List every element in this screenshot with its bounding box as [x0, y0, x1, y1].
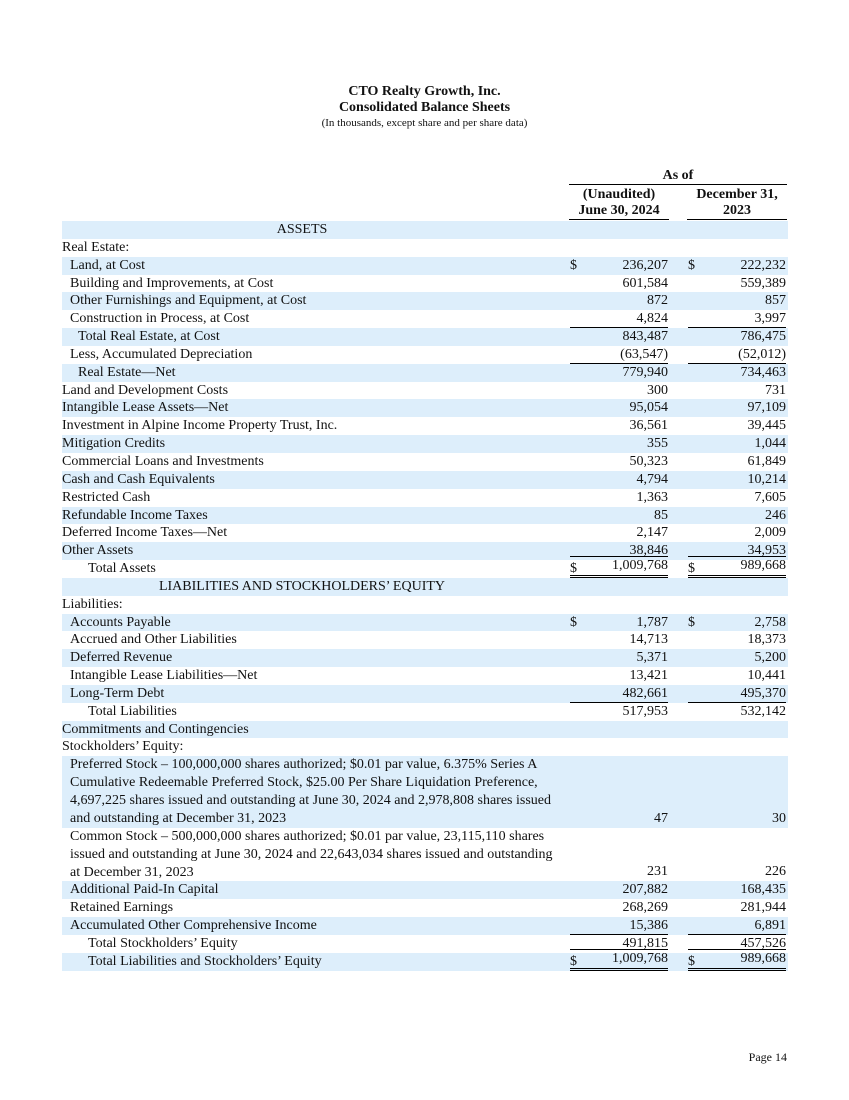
row-label: Less, Accumulated Depreciation — [70, 346, 253, 362]
value-june-2024: 779,940 — [570, 363, 668, 382]
value-dec-2023: 7,605 — [754, 489, 786, 505]
table-row — [62, 828, 788, 882]
value-dec-2023: 226 — [765, 864, 786, 880]
value-dec-2023: 495,370 — [740, 685, 786, 701]
value-dec-2023: 734,463 — [688, 363, 786, 382]
value-dec-2023: 2,758 — [754, 614, 786, 630]
row-label: Real Estate: — [62, 239, 130, 255]
column-header-june-2024-line2: June 30, 2024 — [569, 203, 669, 220]
value-june-2024: 38,846 — [629, 543, 668, 559]
row-label: Liabilities: — [62, 596, 123, 612]
row-label: Land, at Cost — [70, 257, 146, 273]
table-row — [62, 471, 788, 489]
table-row — [62, 596, 788, 614]
balance-sheet-table — [62, 221, 788, 971]
column-header-dec-2023 — [687, 187, 787, 220]
value-dec-2023: 10,441 — [747, 668, 786, 684]
row-label: Long-Term Debt — [70, 685, 165, 701]
value-june-2024: 872 — [647, 293, 668, 309]
value-june-2024: 4,824 — [636, 311, 668, 327]
row-label: Total Assets — [88, 561, 156, 577]
dollar-sign: $ — [688, 614, 695, 630]
value-dec-2023: 30 — [772, 810, 786, 826]
value-june-2024: 517,953 — [570, 702, 668, 721]
row-label: Total Real Estate, at Cost — [78, 329, 220, 345]
row-label: ASSETS — [276, 222, 328, 237]
row-label: Retained Earnings — [70, 900, 174, 916]
value-june-2024: 355 — [647, 436, 668, 452]
row-label: Additional Paid-In Capital — [70, 882, 219, 898]
value-dec-2023: 989,668 — [688, 556, 786, 578]
table-row — [62, 257, 788, 275]
value-dec-2023: 857 — [765, 293, 786, 309]
dollar-sign: $ — [570, 561, 577, 577]
column-header-june-2024 — [569, 187, 669, 220]
value-june-2024: 231 — [647, 864, 668, 880]
table-row — [62, 542, 788, 560]
value-june-2024: 491,815 — [570, 934, 668, 953]
value-june-2024: 482,661 — [622, 685, 668, 701]
table-row — [62, 328, 788, 346]
dollar-sign: $ — [570, 257, 577, 273]
table-row — [62, 721, 788, 739]
row-label: Building and Improvements, at Cost — [70, 275, 274, 291]
row-label: Other Assets — [62, 543, 134, 559]
row-label: Commercial Loans and Investments — [62, 453, 264, 469]
value-june-2024: 13,421 — [629, 668, 668, 684]
value-june-2024: 2,147 — [636, 525, 668, 541]
value-june-2024: 1,009,768 — [570, 949, 668, 971]
value-june-2024: 1,787 — [636, 614, 668, 630]
row-label: Deferred Revenue — [70, 650, 173, 666]
value-dec-2023: 559,389 — [740, 275, 786, 291]
row-label: Intangible Lease Assets—Net — [62, 400, 229, 416]
row-label: Other Furnishings and Equipment, at Cost — [70, 293, 307, 309]
row-label: Cash and Cash Equivalents — [62, 471, 215, 487]
table-row — [62, 950, 788, 971]
section-header-row — [62, 578, 788, 596]
row-label: Preferred Stock – 100,000,000 shares authorized; $0.01 par value, 6.375% Series A Cumulative Redeemable Preferred Stock, $25.00 Per Share Liquidation Preference, 4,697,225 shares issued and outstanding at June 30, 2024 and 2,978,808 shares issued and outstanding at December 31, 2023 — [70, 757, 551, 826]
table-row — [62, 899, 788, 917]
table-row — [62, 667, 788, 685]
value-june-2024: 5,371 — [636, 650, 668, 666]
value-dec-2023: 222,232 — [740, 257, 786, 273]
value-june-2024: 47 — [654, 810, 668, 826]
section-header-row — [62, 221, 788, 239]
table-row — [62, 560, 788, 578]
row-label: Accumulated Other Comprehensive Income — [70, 918, 317, 933]
table-row — [62, 614, 788, 632]
row-label: Commitments and Contingencies — [62, 721, 249, 737]
value-dec-2023: (52,012) — [738, 346, 786, 362]
row-label: Land and Development Costs — [62, 382, 229, 398]
table-row — [62, 703, 788, 721]
as-of-header: As of — [569, 168, 787, 185]
value-dec-2023: 989,668 — [688, 949, 786, 971]
table-row — [62, 917, 788, 935]
value-dec-2023: 18,373 — [747, 632, 786, 648]
table-row — [62, 399, 788, 417]
column-header-dec-2023-line2: 2023 — [687, 203, 787, 220]
table-row — [62, 346, 788, 364]
value-june-2024: 36,561 — [629, 418, 668, 434]
row-label: Investment in Alpine Income Property Trust, Inc. — [62, 418, 338, 434]
value-dec-2023: 2,009 — [754, 525, 786, 541]
row-label: Mitigation Credits — [62, 436, 166, 452]
table-row — [62, 507, 788, 525]
table-row — [62, 881, 788, 899]
value-june-2024: 4,794 — [636, 471, 668, 487]
row-label: Real Estate—Net — [78, 364, 176, 380]
row-label: Total Stockholders’ Equity — [88, 935, 238, 951]
units-note: (In thousands, except share and per share data) — [321, 117, 528, 129]
dollar-sign: $ — [688, 953, 695, 969]
value-dec-2023: 10,214 — [747, 471, 786, 487]
value-dec-2023: 246 — [765, 507, 786, 523]
value-dec-2023: 34,953 — [747, 543, 786, 559]
row-label: Accounts Payable — [70, 614, 171, 630]
page-number: Page 14 — [748, 1050, 787, 1064]
dollar-sign: $ — [688, 257, 695, 273]
table-row — [62, 489, 788, 507]
value-june-2024: 85 — [654, 507, 668, 523]
value-june-2024: 15,386 — [629, 918, 668, 933]
value-dec-2023: 6,891 — [754, 918, 786, 933]
table-row — [62, 310, 788, 328]
value-dec-2023: 3,997 — [754, 311, 786, 327]
table-row — [62, 435, 788, 453]
value-dec-2023: 5,200 — [754, 650, 786, 666]
dollar-sign: $ — [570, 953, 577, 969]
value-dec-2023: 457,526 — [688, 934, 786, 953]
value-june-2024: 300 — [647, 382, 668, 398]
dollar-sign: $ — [688, 561, 695, 577]
value-dec-2023: 532,142 — [688, 702, 786, 721]
value-june-2024: 236,207 — [622, 257, 668, 273]
statement-title: Consolidated Balance Sheets — [338, 100, 511, 115]
column-header-dec-2023-line1: December 31, — [696, 187, 778, 202]
row-label: Intangible Lease Liabilities—Net — [70, 668, 258, 684]
table-row — [62, 756, 788, 828]
value-dec-2023: 168,435 — [740, 882, 786, 898]
table-row — [62, 292, 788, 310]
table-row — [62, 417, 788, 435]
company-name: CTO Realty Growth, Inc. — [348, 84, 501, 99]
value-june-2024: 1,363 — [636, 489, 668, 505]
table-row — [62, 364, 788, 382]
row-label: Deferred Income Taxes—Net — [62, 525, 228, 541]
row-label: LIABILITIES AND STOCKHOLDERS’ EQUITY — [158, 578, 446, 594]
column-header-june-2024-line1: (Unaudited) — [582, 187, 656, 202]
row-label: Stockholders’ Equity: — [62, 739, 184, 755]
table-row — [62, 275, 788, 293]
value-june-2024: 14,713 — [629, 632, 668, 648]
table-row — [62, 685, 788, 703]
row-label: Restricted Cash — [62, 489, 151, 505]
table-row — [62, 382, 788, 400]
value-dec-2023: 786,475 — [688, 327, 786, 346]
value-june-2024: 95,054 — [629, 400, 668, 416]
row-label: Common Stock – 500,000,000 shares authorized; $0.01 par value, 23,115,110 shares issued and outstanding at June 30, 2024 and 22,643,034 shares issued and outstanding at December 31, 2023 — [70, 828, 553, 880]
value-june-2024: (63,547) — [620, 346, 668, 362]
value-dec-2023: 97,109 — [747, 400, 786, 416]
value-dec-2023: 281,944 — [740, 900, 786, 916]
row-label: Total Liabilities — [88, 703, 177, 719]
table-row — [62, 649, 788, 667]
value-june-2024: 1,009,768 — [570, 556, 668, 578]
table-row — [62, 935, 788, 953]
value-june-2024: 268,269 — [622, 900, 668, 916]
row-label: Refundable Income Taxes — [62, 507, 208, 523]
table-row — [62, 738, 788, 756]
value-dec-2023: 61,849 — [747, 453, 786, 469]
table-row — [62, 239, 788, 257]
value-dec-2023: 731 — [765, 382, 786, 398]
table-row — [62, 524, 788, 542]
table-row — [62, 631, 788, 649]
value-june-2024: 601,584 — [622, 275, 668, 291]
dollar-sign: $ — [570, 614, 577, 630]
value-june-2024: 50,323 — [629, 453, 668, 469]
row-label: Total Liabilities and Stockholders’ Equity — [88, 953, 322, 969]
value-june-2024: 207,882 — [622, 882, 668, 898]
table-row — [62, 453, 788, 471]
row-label: Accrued and Other Liabilities — [70, 632, 237, 648]
row-label: Construction in Process, at Cost — [70, 311, 250, 327]
value-dec-2023: 1,044 — [754, 436, 786, 452]
value-dec-2023: 39,445 — [747, 418, 786, 434]
value-june-2024: 843,487 — [570, 327, 668, 346]
